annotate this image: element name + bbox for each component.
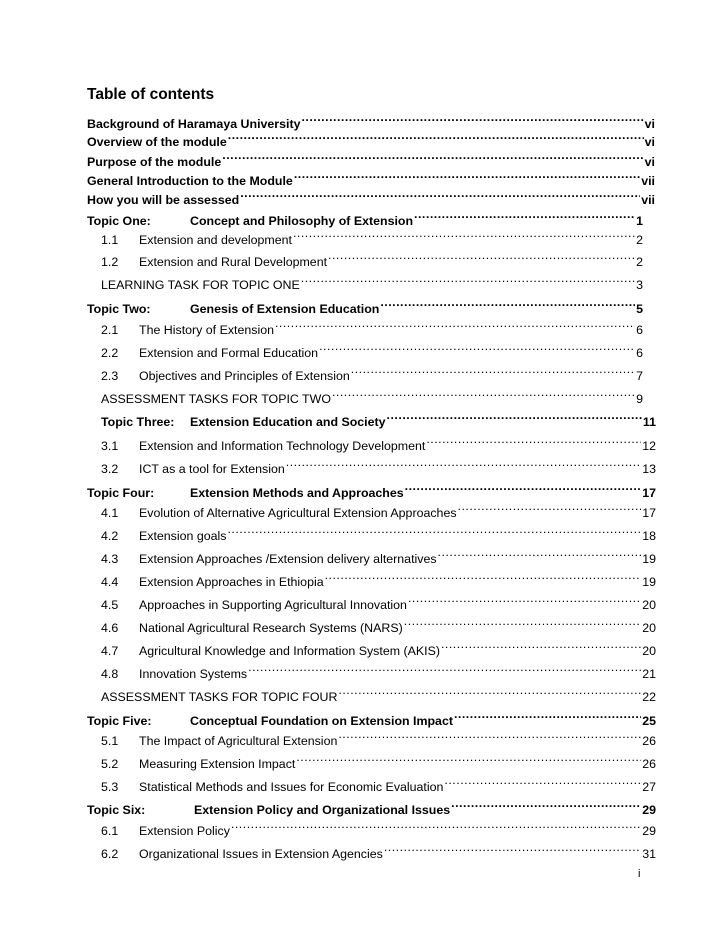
page-number: i [638, 868, 641, 880]
toc-section-entry[interactable]: 3.2 ICT as a tool for Extension ..... 13 [101, 456, 656, 473]
toc-topic-entry[interactable]: Topic Five: Conceptual Foundation on Extension Impact ..... 25 [87, 708, 656, 725]
toc-task-entry[interactable]: ASSESSMENT TASKS FOR TOPIC TWO ..... 9 [101, 386, 643, 403]
toc-section-entry[interactable]: 6.2 Organizational Issues in Extension Agencies ..... 31 [101, 841, 656, 858]
toc-topic-entry[interactable]: Topic Three: Extension Education and Society ..... 11 [101, 409, 656, 426]
toc-entry[interactable]: Purpose of the module ..... vi [87, 149, 655, 166]
toc-section-entry[interactable]: 5.3 Statistical Methods and Issues for Economic Evaluation ..... 27 [101, 774, 656, 791]
toc-title: Table of contents [87, 86, 215, 103]
toc-entry[interactable]: How you will be assessed ..... vii [87, 187, 655, 204]
toc-section-entry[interactable]: 4.8 Innovation Systems ..... 21 [101, 661, 656, 678]
toc-section-entry[interactable]: 4.6 National Agricultural Research Systems (NARS) ..... 20 [101, 615, 656, 632]
toc-section-entry[interactable]: 4.5 Approaches in Supporting Agricultural Innovation ..... 20 [101, 592, 656, 609]
toc-section-entry[interactable]: 2.1 The History of Extension ..... 6 [101, 317, 643, 334]
toc-section-entry[interactable]: 4.7 Agricultural Knowledge and Information System (AKIS) ..... 20 [101, 638, 656, 655]
toc-section-entry[interactable]: 1.2 Extension and Rural Development ..... 2 [101, 249, 643, 266]
toc-section-entry[interactable]: 5.1 The Impact of Agricultural Extension ..... 26 [101, 728, 656, 745]
toc-topic-entry[interactable]: Topic Six: Extension Policy and Organizational Issues ..... 29 [87, 797, 656, 814]
toc-section-entry[interactable]: 4.4 Extension Approaches in Ethiopia ..... 19 [101, 569, 656, 586]
toc-topic-entry[interactable]: Topic Four: Extension Methods and Approaches ..... 17 [87, 480, 656, 497]
toc-section-entry[interactable]: 1.1 Extension and development ..... 2 [101, 227, 643, 244]
toc-task-entry[interactable]: ASSESSMENT TASKS FOR TOPIC FOUR ..... 22 [101, 684, 656, 701]
toc-section-entry[interactable]: 4.1 Evolution of Alternative Agricultural Extension Approaches ..... 17 [101, 500, 656, 517]
toc-topic-entry[interactable]: Topic Two: Genesis of Extension Education ..... 5 [87, 296, 643, 313]
toc-section-entry[interactable]: 2.3 Objectives and Principles of Extension ..... 7 [101, 363, 643, 380]
toc-section-entry[interactable]: 6.1 Extension Policy ..... 29 [101, 818, 656, 835]
toc-section-entry[interactable]: 5.2 Measuring Extension Impact ..... 26 [101, 751, 656, 768]
toc-section-entry[interactable]: 3.1 Extension and Information Technology Development ..... 12 [101, 433, 656, 450]
toc-topic-entry[interactable]: Topic One: Concept and Philosophy of Extension ..... 1 [87, 208, 643, 225]
toc-entry[interactable]: General Introduction to the Module ..... vii [87, 168, 655, 185]
toc-entry[interactable]: Background of Haramaya University ..... vi [87, 111, 655, 128]
toc-task-entry[interactable]: LEARNING TASK FOR TOPIC ONE ..... 3 [101, 272, 643, 289]
toc-section-entry[interactable]: 4.2 Extension goals ..... 18 [101, 523, 656, 540]
toc-section-entry[interactable]: 2.2 Extension and Formal Education ..... 6 [101, 340, 643, 357]
toc-section-entry[interactable]: 4.3 Extension Approaches /Extension delivery alternatives ..... 19 [101, 546, 656, 563]
toc-entry[interactable]: Overview of the module ..... vi [87, 129, 655, 146]
